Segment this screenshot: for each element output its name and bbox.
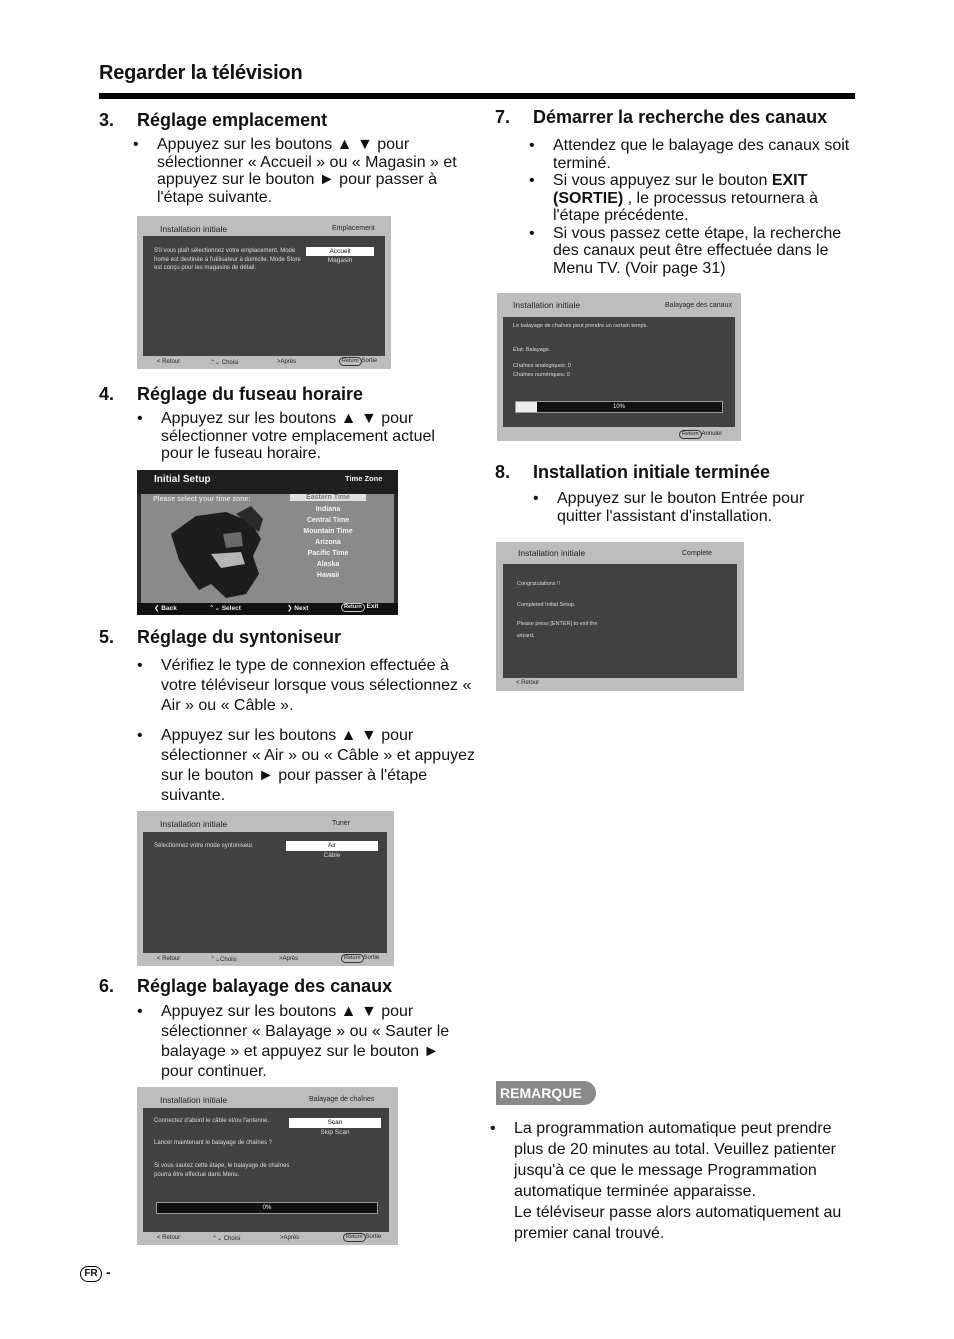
section-8-bullets	[533, 490, 833, 525]
zone-central[interactable]: Central Time	[306, 517, 350, 524]
screen-header-right: Balayage de chaînes	[309, 1096, 375, 1103]
screen-body	[503, 317, 735, 427]
screen-body	[143, 1108, 389, 1232]
section-8-title: Installation initiale terminée	[533, 462, 771, 482]
analog-count: Chaînes analogiques: 0	[513, 363, 571, 369]
section-7-heading: 7. Démarrer la recherche des canaux	[495, 107, 828, 127]
section-4-heading: 4. Réglage du fuseau horaire	[99, 384, 364, 404]
section-4-bullet: • Appuyez sur les boutons ▲ ▼ pour sélectionner votre emplacement actuel pour le fuseau horaire.	[137, 410, 467, 463]
section-5-bullet-2: • Appuyez sur les boutons ▲ ▼ pour sélectionner « Air » ou « Câble » et appuyez sur le bouton ► pour passer à l'étape suivante.	[137, 726, 477, 806]
zone-alaska[interactable]: Alaska	[316, 561, 340, 568]
zone-mountain[interactable]: Mountain Time	[303, 528, 353, 535]
section-7-title: Démarrer la recherche des canaux	[533, 107, 828, 127]
progress-label: 10%	[612, 404, 625, 410]
chevron-left-icon: ❮	[154, 605, 160, 612]
updown-icon: ⌃⌄	[210, 957, 221, 963]
updown-icon: ⌃⌄	[210, 360, 221, 366]
screen-header-right: Emplacement	[332, 225, 375, 232]
footer-select: ⌃⌄ Choisi	[210, 360, 239, 366]
footer-next: >Après	[279, 956, 299, 962]
section-3-number: 3.	[99, 110, 115, 130]
screen-body	[143, 832, 387, 953]
note-label: REMARQUE	[496, 1081, 596, 1105]
complete-line-1: Congratulations !!	[517, 581, 561, 587]
footer-select: ⌃⌄Choisi	[210, 957, 237, 963]
scan-text-2: Lancer maintenant le balayage de chaînes ?	[154, 1140, 273, 1146]
zone-eastern[interactable]: Eastern Time	[290, 494, 366, 501]
footer-exit: Return Sortie	[339, 357, 377, 366]
footer-select: ⌃⌄ Choisi	[212, 1236, 241, 1242]
updown-icon: ⌃⌄	[209, 605, 220, 612]
note-bullets	[490, 1118, 860, 1244]
option-magasin[interactable]: Magasin	[327, 257, 353, 264]
zone-arizona[interactable]: Arizona	[315, 539, 341, 546]
title-rule	[99, 93, 855, 99]
timezone-screen	[137, 470, 398, 615]
footer-back: < Retour	[157, 359, 181, 365]
screen-body	[503, 564, 737, 678]
complete-line-4: wizard.	[517, 633, 535, 639]
return-key-icon: Return	[341, 603, 365, 612]
scanning-screen	[497, 293, 741, 441]
complete-line-2: Completed Initial Setup.	[517, 602, 576, 608]
return-key-icon: Return	[341, 954, 364, 963]
section-8-bullet: • Appuyez sur le bouton Entrée pour quitter l'assistant d'installation.	[533, 490, 833, 525]
scan-status: État: Balayage.	[513, 347, 551, 353]
footer-back: < Retour	[157, 956, 181, 962]
digital-count: Chaînes numériques: 0	[513, 372, 570, 378]
tz-footer-back: ❮ Back	[154, 605, 177, 612]
exit-key-label: EXIT (SORTIE)	[553, 172, 808, 207]
screen-header-left: Installation initiale	[160, 1095, 228, 1105]
section-6-bullets	[137, 1002, 457, 1082]
option-scan[interactable]: Scan	[289, 1118, 381, 1128]
channel-scan-screen	[137, 1087, 398, 1245]
section-4-title: Réglage du fuseau horaire	[137, 384, 364, 404]
footer-back: < Retour	[516, 680, 540, 686]
option-accueil[interactable]: Accueil	[306, 247, 374, 256]
tz-footer-next: ❯ Next	[287, 605, 309, 612]
screen-body	[143, 236, 385, 356]
section-3-title: Réglage emplacement	[137, 110, 328, 130]
page-title: Regarder la télévision	[99, 62, 303, 84]
tuner-prompt: Sélectionnez votre mode syntoniseur.	[154, 843, 254, 849]
scan-progress-bar	[156, 1202, 378, 1214]
lang-badge: FR	[80, 1266, 102, 1282]
option-cable[interactable]: Câble	[323, 852, 341, 859]
tz-prompt: Please select your time zone:	[153, 496, 251, 503]
scan-progress-bar	[515, 401, 723, 413]
option-air[interactable]: Air	[286, 841, 378, 851]
complete-line-3: Please press [ENTER] to exit the	[517, 621, 598, 627]
page-number: -	[106, 1264, 111, 1280]
footer-exit: Return Sortie	[343, 1233, 381, 1242]
footer-back: < Retour	[157, 1235, 181, 1241]
footer-next: >Après	[280, 1235, 300, 1241]
section-5-title: Réglage du syntoniseur	[137, 627, 342, 647]
section-6-heading: 6. Réglage balayage des canaux	[99, 976, 393, 996]
progress-label: 0%	[262, 1205, 272, 1211]
section-7-bullet-3: • Si vous passez cette étape, la recherche des canaux peut être effectuée dans le Menu TV. (Voir page 31)	[529, 225, 864, 278]
screen-header-right: Complete	[682, 550, 712, 557]
section-8-heading: 8. Installation initiale terminée	[495, 462, 771, 482]
section-5-heading: 5. Réglage du syntoniseur	[99, 627, 342, 647]
zone-hawaii[interactable]: Hawaii	[316, 572, 340, 579]
chevron-right-icon: ❯	[287, 605, 293, 612]
section-5-bullets	[137, 656, 477, 806]
footer-exit: Return Sortie	[341, 954, 379, 963]
screen-header-right: Balayage des canaux	[665, 302, 732, 309]
screen-header-right: Tuner	[332, 820, 351, 827]
section-7-bullet-2: • Si vous appuyez sur le bouton EXIT (SORTIE) , le processus retournera à l'étape précédente.	[529, 172, 864, 225]
section-7-bullet-1: • Attendez que le balayage des canaux soit terminé.	[529, 137, 864, 172]
screen-header-left: Installation initiale	[513, 300, 581, 310]
section-5-bullet-1: • Vérifiez le type de connexion effectuée à votre téléviseur lorsque vous sélectionnez « Air » ou « Câble ».	[137, 656, 477, 716]
section-4-bullets	[137, 410, 467, 463]
tz-footer-select: ⌃⌄ Select	[209, 605, 241, 612]
section-6-bullet: • Appuyez sur les boutons ▲ ▼ pour sélectionner « Balayage » ou « Sauter le balayage » et appuyez sur le bouton ► pour continuer.	[137, 1002, 457, 1082]
scan-text-1: Connectez d'abord le câble et/ou l'antenne.	[154, 1118, 270, 1124]
option-skip-scan[interactable]: Skip Scan	[320, 1129, 350, 1136]
note-bullet: • La programmation automatique peut prendre plus de 20 minutes au total. Veuillez patienter jusqu'à ce que le message Programmation automatique terminée apparaisse. Le téléviseur passe alors automatiquement au premier canal trouvé.	[490, 1118, 860, 1244]
return-key-icon: Return	[343, 1233, 366, 1242]
return-key-icon: Return	[339, 357, 362, 366]
zone-indiana[interactable]: Indiana	[315, 506, 341, 513]
section-7-bullets	[529, 137, 864, 277]
section-3-heading	[99, 110, 327, 131]
tuner-screen	[137, 811, 394, 966]
return-key-icon: Return	[679, 430, 702, 439]
footer-cancel: Return Annuler	[679, 430, 722, 439]
footer-next: >Après	[277, 359, 297, 365]
updown-icon: ⌃⌄	[212, 1236, 223, 1242]
screen-header-left: Installation initiale	[518, 548, 586, 558]
tz-header-right: Time Zone	[345, 474, 383, 483]
section-3-bullets	[133, 136, 468, 206]
scan-text-3: Si vous sautez cette étape, le balayage de chaînes pourra être effectué dans Menu.	[154, 1163, 290, 1178]
tz-footer-exit: Return Exit	[341, 603, 378, 612]
location-screen	[137, 216, 391, 369]
screen-header-left: Installation initiale	[160, 819, 228, 829]
section-6-title: Réglage balayage des canaux	[137, 976, 393, 996]
section-3-bullet: • Appuyez sur les boutons ▲ ▼ pour sélectionner « Accueil » ou « Magasin » et appuyez sur le bouton ► pour passer à l'étape suivante.	[133, 136, 468, 206]
screen-header-left: Installation initiale	[160, 224, 228, 234]
scan-duration-note: Le balayage de chaînes peut prendre un certain temps.	[513, 323, 648, 329]
location-description: S'il vous plaît sélectionnez votre emplacement. Mode home est destinée à l'utilisateur à domicile. Mode Store est conçu pour les magasins de détail.	[154, 248, 301, 271]
complete-screen	[496, 542, 744, 691]
tz-header-left: Initial Setup	[154, 474, 211, 485]
zone-pacific[interactable]: Pacific Time	[307, 550, 349, 557]
